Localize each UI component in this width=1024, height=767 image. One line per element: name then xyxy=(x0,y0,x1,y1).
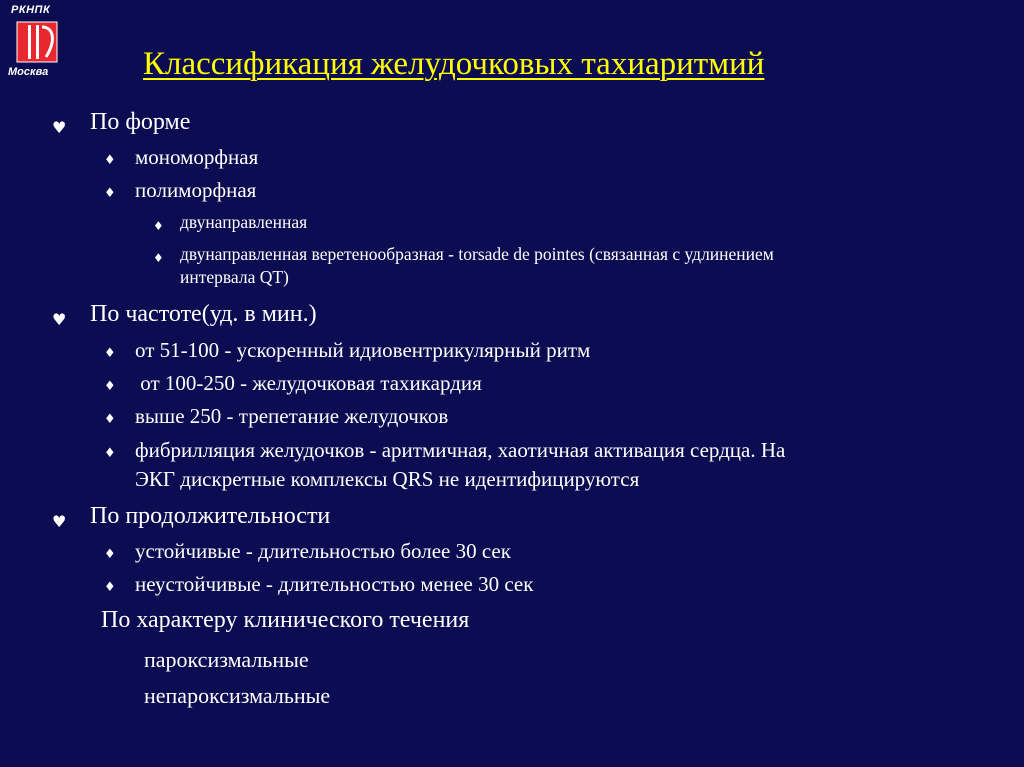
logo-mark-icon xyxy=(16,21,58,63)
list-item-duration-1: устойчивые - длительностью более 30 сек xyxy=(135,539,511,563)
diamond-icon: ♦ xyxy=(104,346,116,361)
diamond-icon: ♦ xyxy=(104,186,116,201)
heart-icon: ♥ xyxy=(52,310,67,329)
diamond-icon: ♦ xyxy=(104,446,116,461)
list-subitem-torsade-line1: двунаправленная веретенообразная - torsade de pointes (связанная с удлинением xyxy=(180,244,774,264)
list-item-duration-2: неустойчивые - длительностью менее 30 сек xyxy=(135,572,534,596)
heart-icon: ♥ xyxy=(52,118,67,137)
list-heading-form: По форме xyxy=(90,109,191,135)
list-item-rate-2: от 100-250 - желудочковая тахикардия xyxy=(135,371,482,395)
list-heading-rate: По частоте(уд. в мин.) xyxy=(90,301,317,327)
list-item-mono: мономорфная xyxy=(135,145,259,169)
list-item-rate-4-line2: ЭКГ дискретные комплексы QRS не идентифицируются xyxy=(135,467,640,491)
heart-icon: ♥ xyxy=(52,512,67,531)
list-item-poly: полиморфная xyxy=(135,178,257,202)
list-item-rate-1: от 51-100 - ускоренный идиовентрикулярный ритм xyxy=(135,338,591,362)
diamond-icon: ♦ xyxy=(104,379,116,394)
diamond-icon: ♦ xyxy=(104,153,116,168)
list-item-course-1: пароксизмальные xyxy=(144,647,309,672)
list-heading-duration: По продолжительности xyxy=(90,503,331,529)
logo-bottom-text: Москва xyxy=(8,66,49,78)
slide-title: Классификация желудочковых тахиаритмий xyxy=(143,46,765,82)
logo-top-text: РКНПК xyxy=(11,4,51,16)
diamond-icon: ♦ xyxy=(104,412,116,427)
list-subitem-torsade-line2: интервала QT) xyxy=(180,267,289,287)
diamond-icon: ♦ xyxy=(104,547,116,562)
list-item-course-2: непароксизмальные xyxy=(144,683,331,708)
diamond-icon: ♦ xyxy=(153,251,164,265)
list-item-rate-3: выше 250 - трепетание желудочков xyxy=(135,404,449,428)
list-heading-course: По характеру клинического течения xyxy=(101,607,470,633)
diamond-icon: ♦ xyxy=(153,219,164,233)
list-subitem-bidir: двунаправленная xyxy=(180,212,308,232)
logo xyxy=(6,2,68,82)
list-item-rate-4-line1: фибрилляция желудочков - аритмичная, хаотичная активация сердца. На xyxy=(135,438,786,462)
diamond-icon: ♦ xyxy=(104,580,116,595)
